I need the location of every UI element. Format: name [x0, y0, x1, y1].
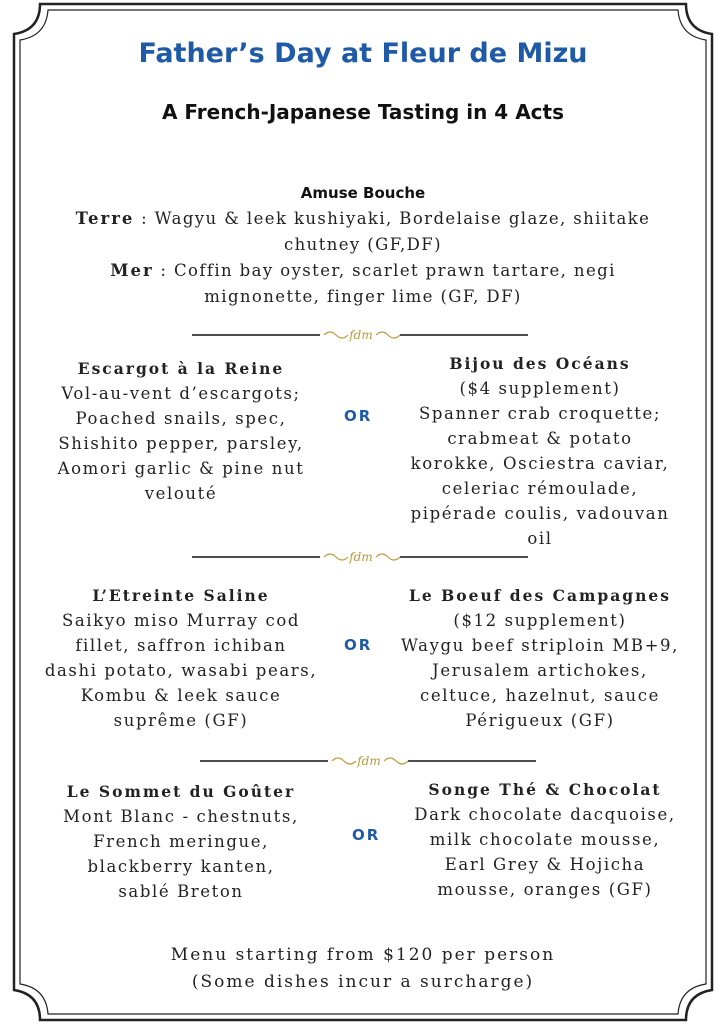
terre-text-2: chutney (GF,DF): [284, 235, 442, 254]
mer-label: Mer: [110, 261, 154, 280]
page-subtitle: A French-Japanese Tasting in 4 Acts: [161, 100, 564, 124]
dish-line: ($4 supplement): [459, 379, 621, 398]
dish-name: Le Boeuf des Campagnes: [409, 586, 671, 605]
dish-line: Dark chocolate dacquoise,: [414, 805, 676, 824]
course3-right: [388, 777, 702, 902]
mer-text-1: : Coffin bay oyster, scarlet prawn tartare, negi: [160, 261, 616, 280]
dish-line: celtuce, hazelnut, sauce: [420, 686, 660, 705]
or-label-3: OR: [352, 826, 381, 844]
dish-name: L’Etreinte Saline: [92, 586, 270, 605]
dish-line: Kombu & leek sauce: [80, 686, 282, 705]
dish-name: Bijou des Océans: [449, 354, 631, 373]
dish-line: oil: [527, 529, 553, 548]
fdm-logo-2: fdm: [349, 550, 373, 564]
or-label-2: OR: [344, 636, 373, 654]
or-label-1: OR: [344, 407, 373, 425]
dish-line: velouté: [144, 484, 218, 503]
divider-3: [198, 750, 538, 774]
footer-surcharge-note: (Some dishes incur a surcharge): [191, 972, 535, 992]
divider-2: [190, 546, 530, 570]
dish-name: Songe Thé & Chocolat: [428, 780, 662, 799]
dish-line: Périgueux (GF): [465, 711, 615, 730]
dish-name: Escargot à la Reine: [77, 359, 285, 378]
amuse-bouche-title: Amuse Bouche: [300, 184, 426, 202]
fdm-logo-1: fdm: [349, 328, 373, 342]
dish-line: blackberry kanten,: [87, 857, 275, 876]
page-title: Father’s Day at Fleur de Mizu: [138, 38, 588, 69]
dish-line: French meringue,: [93, 832, 269, 851]
fdm-logo-3: fdm: [357, 754, 381, 768]
terre-label: Terre: [75, 209, 135, 228]
dish-line: milk chocolate mousse,: [429, 830, 661, 849]
dish-line: Vol-au-vent d’escargots;: [61, 384, 301, 403]
dish-line: sablé Breton: [118, 882, 244, 901]
course2-left: [22, 583, 340, 733]
divider-1: [190, 322, 530, 346]
dish-line: Aomori garlic & pine nut: [57, 459, 305, 478]
terre-text-1: : Wagyu & leek kushiyaki, Bordelaise glaze, shiitake: [141, 209, 651, 228]
dish-line: suprême (GF): [113, 711, 249, 730]
dish-line: Waygu beef striploin MB+9,: [401, 636, 679, 655]
footer-price: Menu starting from $120 per person: [170, 945, 556, 965]
amuse-mer-line: [14, 258, 712, 284]
course3-left: [22, 779, 340, 904]
dish-line: Shishito pepper, parsley,: [58, 434, 304, 453]
course2-right: [380, 583, 700, 733]
dish-line: Saikyo miso Murray cod: [61, 611, 301, 630]
dish-line: Poached snails, spec,: [75, 409, 287, 428]
dish-line: pipérade coulis, vadouvan: [410, 504, 670, 523]
course1-left: [22, 356, 340, 506]
dish-line: fillet, saffron ichiban: [75, 636, 287, 655]
amuse-terre-line: [14, 206, 712, 232]
dish-line: Mont Blanc - chestnuts,: [63, 807, 299, 826]
course1-right: [382, 351, 698, 551]
dish-line: ($12 supplement): [453, 611, 627, 630]
dish-line: dashi potato, wasabi pears,: [44, 661, 318, 680]
dish-line: Earl Grey & Hojicha: [444, 855, 646, 874]
dish-line: celeriac rémoulade,: [441, 479, 639, 498]
dish-line: mousse, oranges (GF): [437, 880, 653, 899]
mer-text-2: mignonette, finger lime (GF, DF): [204, 287, 522, 306]
dish-line: Spanner crab croquette;: [418, 404, 662, 423]
amuse-bouche-section: [14, 206, 712, 310]
dish-name: Le Sommet du Goûter: [66, 782, 296, 801]
dish-line: korokke, Osciestra caviar,: [410, 454, 670, 473]
dish-line: crabmeat & potato: [447, 429, 633, 448]
dish-line: Jerusalem artichokes,: [432, 661, 648, 680]
